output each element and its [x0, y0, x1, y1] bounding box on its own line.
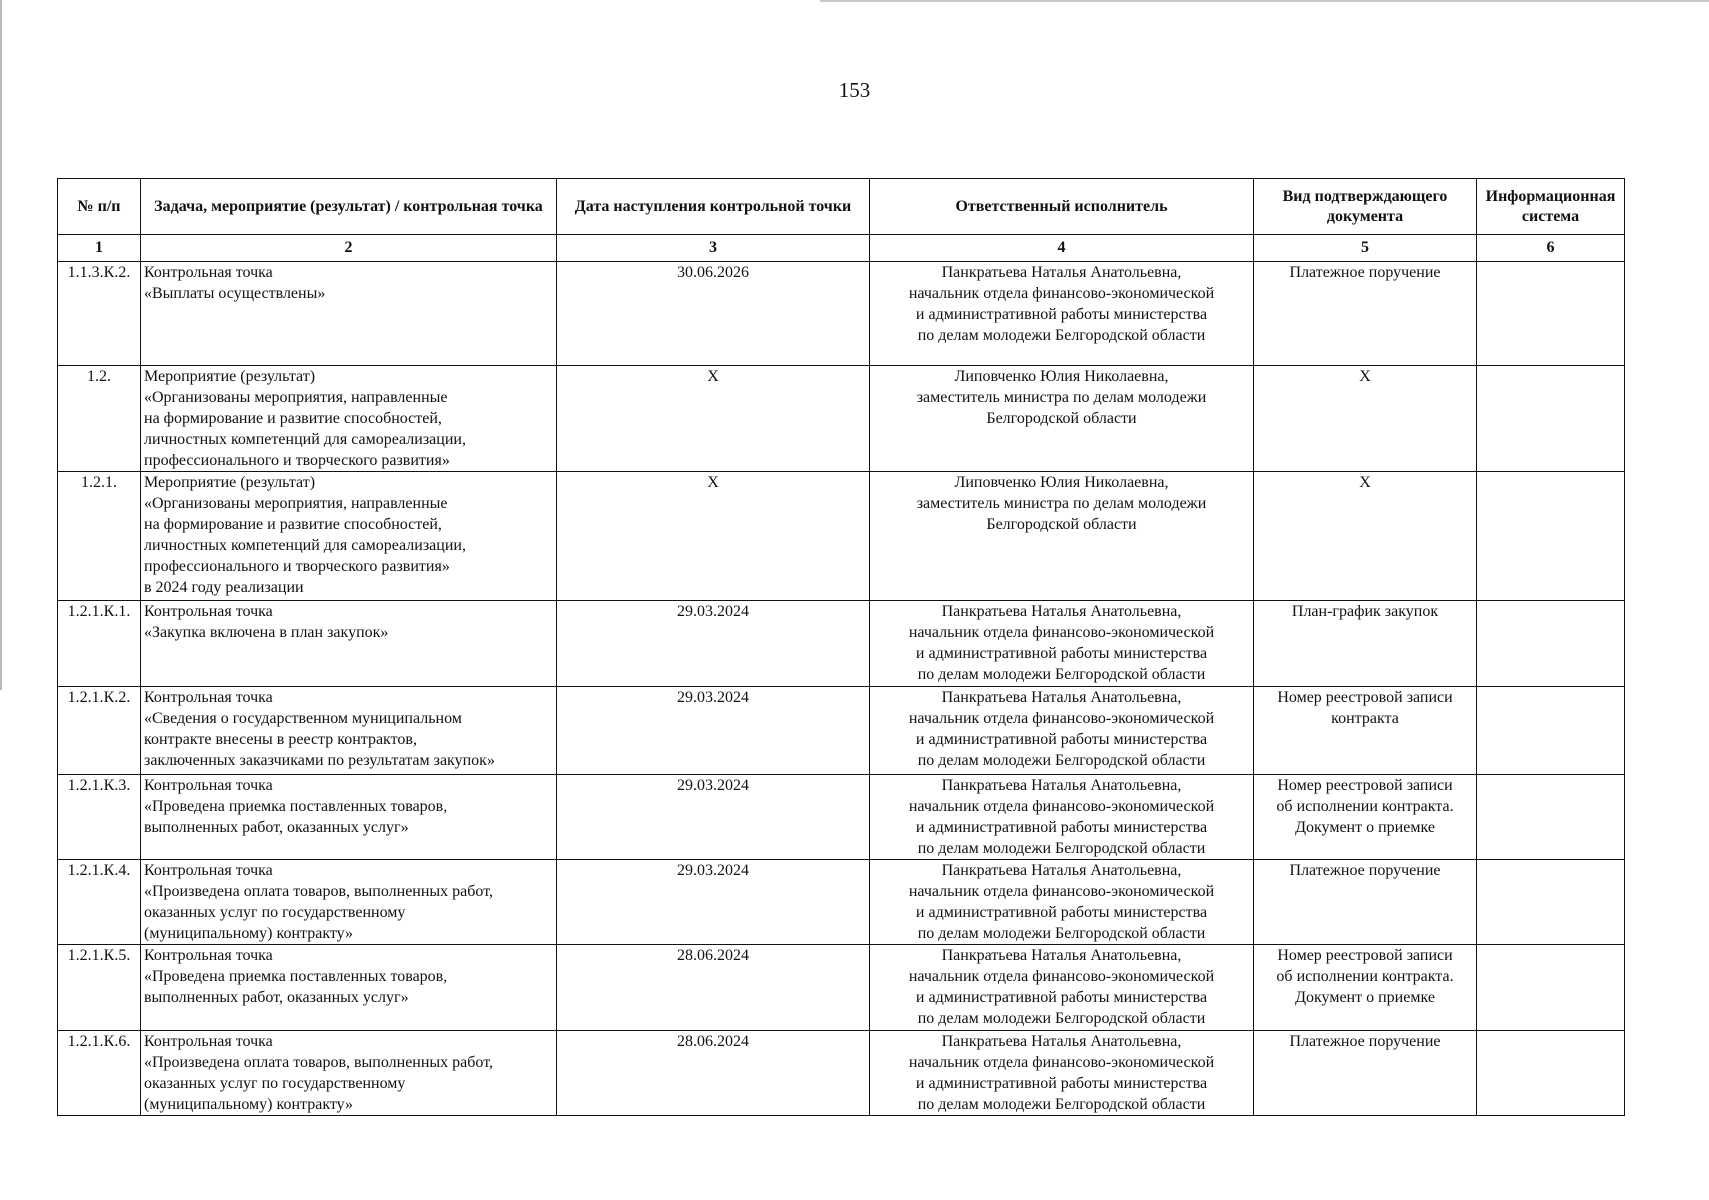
cell-date: X [557, 472, 870, 601]
responsible-line: и административной работы министерства [915, 989, 1208, 1006]
cell-date: 29.03.2024 [557, 860, 870, 945]
responsible-line: Панкратьева Наталья Анатольевна, [941, 264, 1182, 281]
cell-responsible [870, 472, 1254, 601]
task-line: на формирование и развитие способностей, [144, 410, 442, 427]
cell-system [1477, 775, 1625, 860]
header-cell-date: Дата наступления контрольной точки [557, 179, 870, 235]
cell-system [1477, 601, 1625, 687]
responsible-line: и административной работы министерства [915, 306, 1208, 323]
responsible-line: Панкратьева Наталья Анатольевна, [941, 689, 1182, 706]
task-line: Контрольная точка [144, 862, 273, 879]
task-line: Контрольная точка [144, 947, 273, 964]
cell-system [1477, 687, 1625, 775]
responsible-line: по делам молодежи Белгородской области [917, 1096, 1206, 1113]
cell-date: 29.03.2024 [557, 687, 870, 775]
task-line: «Выплаты осуществлены» [144, 285, 326, 302]
task-line: Контрольная точка [144, 689, 273, 706]
task-line: Мероприятие (результат) [144, 474, 316, 491]
cell-responsible [870, 775, 1254, 860]
column-number-row [58, 235, 1625, 262]
cell-number: 1.2.1.К.3. [58, 775, 141, 860]
task-line: личностных компетенций для самореализации, [144, 431, 466, 448]
scan-edge-left [0, 0, 2, 690]
document-line: X [1359, 368, 1371, 385]
header-cell-responsible: Ответственный исполнитель [870, 179, 1254, 235]
responsible-line: Липовченко Юлия Николаевна, [954, 368, 1169, 385]
cell-number: 1.2.1.К.1. [58, 601, 141, 687]
cell-task [141, 601, 557, 687]
cell-task [141, 472, 557, 601]
task-line: «Произведена оплата товаров, выполненных работ, [144, 1054, 493, 1071]
cell-document [1254, 472, 1477, 601]
table-row [58, 601, 1625, 687]
task-line: оказанных услуг по государственному [144, 1075, 406, 1092]
table-row [58, 262, 1625, 366]
task-line: Контрольная точка [144, 777, 273, 794]
document-line: Номер реестровой записи [1277, 689, 1453, 706]
responsible-line: Панкратьева Наталья Анатольевна, [941, 777, 1182, 794]
cell-task [141, 860, 557, 945]
page-number: 153 [838, 78, 871, 102]
responsible-line: по делам молодежи Белгородской области [917, 1010, 1206, 1027]
cell-date: 29.03.2024 [557, 601, 870, 687]
document-line: Номер реестровой записи [1277, 777, 1453, 794]
task-line: Контрольная точка [144, 1033, 273, 1050]
task-line: Мероприятие (результат) [144, 368, 316, 385]
cell-task [141, 687, 557, 775]
responsible-line: начальник отдела финансово-экономической [908, 883, 1215, 900]
responsible-line: по делам молодежи Белгородской области [917, 666, 1206, 683]
cell-responsible [870, 262, 1254, 366]
responsible-line: заместитель министра по делам молодежи [916, 495, 1207, 512]
task-line: «Проведена приемка поставленных товаров, [144, 968, 448, 985]
cell-date: 29.03.2024 [557, 775, 870, 860]
header-cell-task: Задача, мероприятие (результат) / контрольная точка [141, 179, 557, 235]
document-line: контракта [1331, 710, 1399, 727]
header-cell-document: Вид подтверждающего документа [1254, 179, 1477, 235]
task-line: Контрольная точка [144, 603, 273, 620]
responsible-line: по делам молодежи Белгородской области [917, 925, 1206, 942]
responsible-line: начальник отдела финансово-экономической [908, 1054, 1215, 1071]
document-line: Платежное поручение [1289, 1033, 1441, 1050]
responsible-line: по делам молодежи Белгородской области [917, 327, 1206, 344]
responsible-line: Панкратьева Наталья Анатольевна, [941, 1033, 1182, 1050]
cell-document [1254, 366, 1477, 472]
column-number: 2 [141, 235, 557, 262]
task-line: профессионального и творческого развития» [144, 452, 450, 469]
cell-number: 1.2. [58, 366, 141, 472]
responsible-line: начальник отдела финансово-экономической [908, 798, 1215, 815]
responsible-line: и административной работы министерства [915, 1075, 1208, 1092]
cell-task [141, 262, 557, 366]
header-cell-number: № п/п [58, 179, 141, 235]
responsible-line: Белгородской области [986, 410, 1137, 427]
table-row [58, 775, 1625, 860]
cell-document [1254, 1031, 1477, 1116]
document-line: об исполнении контракта. [1276, 968, 1454, 985]
cell-task [141, 1031, 557, 1116]
table-row [58, 1031, 1625, 1116]
cell-task [141, 775, 557, 860]
responsible-line: заместитель министра по делам молодежи [916, 389, 1207, 406]
task-line: выполненных работ, оказанных услуг» [144, 989, 409, 1006]
task-line: «Организованы мероприятия, направленные [144, 495, 448, 512]
responsible-line: Панкратьева Наталья Анатольевна, [941, 862, 1182, 879]
document-line: об исполнении контракта. [1276, 798, 1454, 815]
task-line: личностных компетенций для самореализации, [144, 537, 466, 554]
cell-number: 1.2.1. [58, 472, 141, 601]
responsible-line: начальник отдела финансово-экономической [908, 710, 1215, 727]
cell-system [1477, 945, 1625, 1031]
column-number: 4 [870, 235, 1254, 262]
column-number: 6 [1477, 235, 1625, 262]
cell-system [1477, 860, 1625, 945]
responsible-line: Белгородской области [986, 516, 1137, 533]
task-line: заключенных заказчиками по результатам закупок» [144, 752, 495, 769]
cell-number: 1.2.1.К.2. [58, 687, 141, 775]
responsible-line: начальник отдела финансово-экономической [908, 968, 1215, 985]
table-row [58, 860, 1625, 945]
cell-date: 28.06.2024 [557, 945, 870, 1031]
task-line: «Сведения о государственном муниципальном [144, 710, 462, 727]
cell-responsible [870, 860, 1254, 945]
table-row [58, 945, 1625, 1031]
task-line: в 2024 году реализации [144, 579, 304, 596]
cell-document [1254, 860, 1477, 945]
cell-date: 30.06.2026 [557, 262, 870, 366]
responsible-line: начальник отдела финансово-экономической [908, 285, 1215, 302]
responsible-line: и административной работы министерства [915, 645, 1208, 662]
document-line: Документ о приемке [1295, 989, 1435, 1006]
header-cell-system: Информационная система [1477, 179, 1625, 235]
task-line: «Закупка включена в план закупок» [144, 624, 389, 641]
table-body [58, 262, 1625, 1116]
cell-responsible [870, 945, 1254, 1031]
cell-number: 1.2.1.К.5. [58, 945, 141, 1031]
plan-table [57, 178, 1625, 1116]
document-line: Номер реестровой записи [1277, 947, 1453, 964]
column-number: 1 [58, 235, 141, 262]
task-line: «Проведена приемка поставленных товаров, [144, 798, 448, 815]
scan-edge-top [820, 0, 1709, 2]
cell-system [1477, 1031, 1625, 1116]
document-line: Документ о приемке [1295, 819, 1435, 836]
document-line: План-график закупок [1291, 603, 1439, 620]
responsible-line: начальник отдела финансово-экономической [908, 624, 1215, 641]
cell-number: 1.2.1.К.4. [58, 860, 141, 945]
cell-number: 1.1.3.К.2. [58, 262, 141, 366]
task-line: «Организованы мероприятия, направленные [144, 389, 448, 406]
responsible-line: и административной работы министерства [915, 819, 1208, 836]
task-line: на формирование и развитие способностей, [144, 516, 442, 533]
cell-responsible [870, 1031, 1254, 1116]
task-line: (муниципальному) контракту» [144, 1096, 354, 1113]
column-number: 5 [1254, 235, 1477, 262]
cell-responsible [870, 366, 1254, 472]
header-row [58, 179, 1625, 235]
cell-system [1477, 262, 1625, 366]
cell-document [1254, 262, 1477, 366]
cell-number: 1.2.1.К.6. [58, 1031, 141, 1116]
document-line: Платежное поручение [1289, 862, 1441, 879]
responsible-line: Панкратьева Наталья Анатольевна, [941, 603, 1182, 620]
responsible-line: по делам молодежи Белгородской области [917, 752, 1206, 769]
cell-document [1254, 945, 1477, 1031]
responsible-line: по делам молодежи Белгородской области [917, 840, 1206, 857]
task-line: контракте внесены в реестр контрактов, [144, 731, 417, 748]
task-line: оказанных услуг по государственному [144, 904, 406, 921]
cell-document [1254, 687, 1477, 775]
responsible-line: Панкратьева Наталья Анатольевна, [941, 947, 1182, 964]
responsible-line: Липовченко Юлия Николаевна, [954, 474, 1169, 491]
cell-responsible [870, 687, 1254, 775]
responsible-line: и административной работы министерства [915, 731, 1208, 748]
task-line: «Произведена оплата товаров, выполненных работ, [144, 883, 493, 900]
cell-task [141, 366, 557, 472]
cell-task [141, 945, 557, 1031]
document-line: X [1359, 474, 1371, 491]
task-line: профессионального и творческого развития» [144, 558, 450, 575]
cell-system [1477, 366, 1625, 472]
cell-document [1254, 775, 1477, 860]
document-line: Платежное поручение [1289, 264, 1441, 281]
table-row [58, 366, 1625, 472]
cell-date: X [557, 366, 870, 472]
column-number: 3 [557, 235, 870, 262]
cell-date: 28.06.2024 [557, 1031, 870, 1116]
cell-document [1254, 601, 1477, 687]
cell-system [1477, 472, 1625, 601]
task-line: Контрольная точка [144, 264, 273, 281]
responsible-line: и административной работы министерства [915, 904, 1208, 921]
task-line: (муниципальному) контракту» [144, 925, 354, 942]
task-line: выполненных работ, оказанных услуг» [144, 819, 409, 836]
table-row [58, 472, 1625, 601]
cell-responsible [870, 601, 1254, 687]
table-row [58, 687, 1625, 775]
